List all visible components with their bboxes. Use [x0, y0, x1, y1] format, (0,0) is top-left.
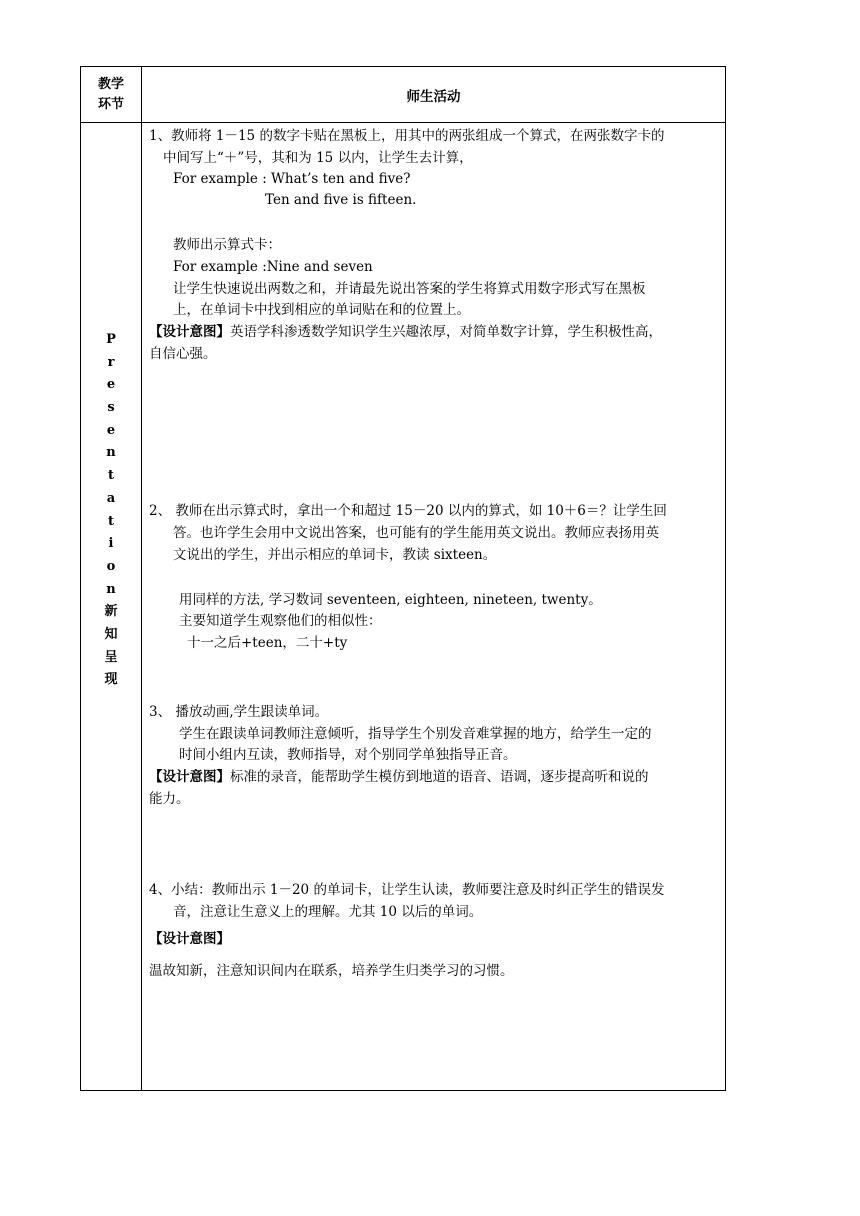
stage-char: 新	[104, 604, 118, 620]
stage-char: t	[107, 468, 114, 484]
text-line: Ten and five is fifteen.	[265, 192, 417, 208]
text-line: 3、 播放动画,学生跟读单词。	[149, 704, 329, 720]
design-intent-text: 英语学科渗透数学知识学生兴趣浓厚，对简单数字计算，学生积极性高，	[230, 324, 662, 340]
stage-char: e	[106, 422, 116, 438]
stage-char: 呈	[104, 649, 118, 665]
design-intent-label: 【设计意图】	[149, 931, 230, 947]
text-line: 音，注意让生意义上的理解。尤其 10 以后的单词。	[173, 904, 483, 920]
text-line: For example :Nine and seven	[173, 259, 373, 275]
text-line: 学生在跟读单词教师注意倾听，指导学生个别发音难掌握的地方，给学生一定的	[179, 726, 652, 742]
text-line: 十一之后+teen，二十+ty	[187, 635, 348, 651]
stage-char: P	[106, 332, 116, 347]
text-line: For example : What’s ten and five?	[173, 171, 411, 187]
text-line: 时间小组内互读，教师指导，对个别同学单独指导正音。	[179, 747, 517, 763]
text-line: 教师出示算式卡：	[173, 237, 281, 253]
text-line: 能力。	[149, 791, 190, 807]
design-intent-label: 【设计意图】	[149, 324, 230, 340]
design-intent-label: 【设计意图】	[149, 769, 230, 785]
header-stage-line1: 教学	[97, 76, 124, 92]
text-line: 4、小结：教师出示 1－20 的单词卡，让学生认读，教师要注意及时纠正学生的错误发	[149, 882, 665, 898]
stage-label-vertical	[81, 329, 141, 692]
stage-char: n	[106, 445, 116, 461]
stage-char: r	[107, 354, 115, 370]
stage-char: o	[106, 558, 116, 574]
stage-char: e	[106, 377, 116, 393]
text-line: 温故知新，注意知识间内在联系，培养学生归类学习的习惯。	[149, 963, 514, 979]
text-line: 主要知道学生观察他们的相似性：	[179, 613, 382, 629]
design-intent-line	[149, 322, 662, 342]
text-line: 文说出的学生，并出示相应的单词卡，教读 sixteen。	[173, 547, 497, 563]
stage-char: 知	[104, 626, 118, 642]
text-line: 自信心强。	[149, 346, 217, 362]
text-line: 中间写上“＋”号，其和为 15 以内，让学生去计算，	[163, 150, 473, 166]
design-intent-text: 标准的录音，能帮助学生模仿到地道的语音、语调，逐步提高听和说的	[230, 769, 649, 785]
text-line: 上，在单词卡中找到相应的单词贴在和的位置上。	[173, 302, 470, 318]
column-divider	[141, 67, 142, 1090]
text-line: 用同样的方法, 学习数词 seventeen, eighteen, nineteen, twenty。	[179, 592, 602, 608]
text-line: 让学生快速说出两数之和，并请最先说出答案的学生将算式用数字形式写在黑板	[173, 281, 646, 297]
header-stage-line2: 环节	[97, 96, 124, 112]
stage-char: a	[106, 490, 116, 506]
text-line: 2、 教师在出示算式时，拿出一个和超过 15－20 以内的算式，如 10＋6＝？让学生回	[149, 503, 667, 519]
header-divider	[81, 122, 725, 123]
stage-char: s	[107, 400, 115, 416]
lesson-table	[80, 66, 726, 1091]
stage-char: n	[106, 581, 116, 597]
header-activity-cell	[142, 67, 725, 122]
header-activity-label: 师生活动	[406, 88, 461, 105]
stage-char: i	[108, 536, 114, 552]
header-stage-cell	[81, 67, 141, 122]
design-intent-line	[149, 767, 649, 787]
stage-char: 现	[104, 672, 118, 688]
text-line: 答。也许学生会用中文说出答案，也可能有的学生能用英文说出。教师应表扬用英	[173, 525, 659, 541]
stage-char: t	[107, 513, 114, 529]
text-line: 1、教师将 1－15 的数字卡贴在黑板上，用其中的两张组成一个算式，在两张数字卡的	[149, 128, 665, 144]
